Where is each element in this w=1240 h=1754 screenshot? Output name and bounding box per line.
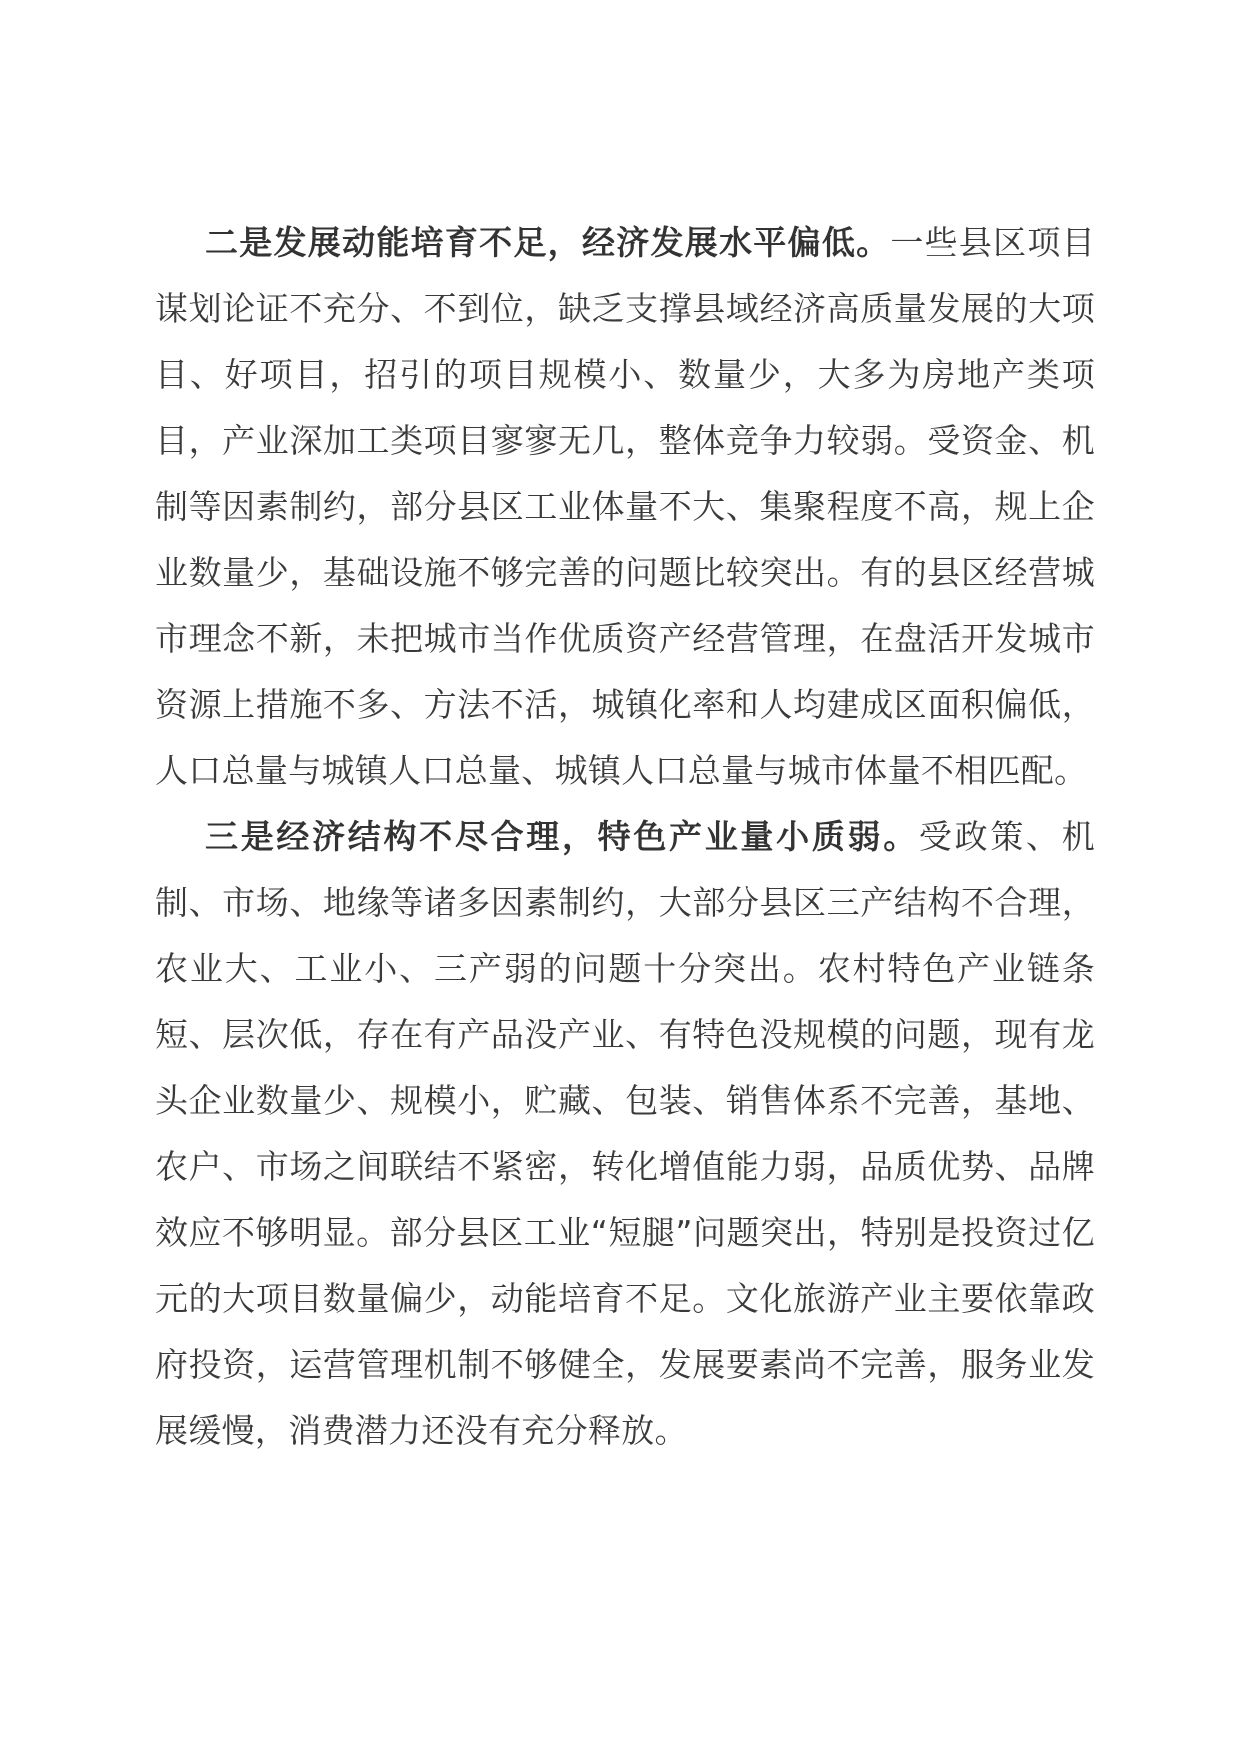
paragraph-body-text: 受政策、机制、市场、地缘等诸多因素制约，大部分县区三产结构不合理，农业大、工业小、三产弱的问题十分突出。农村特色产业链条短、层次低，存在有产品没产业、有特色没规模的问题，现有龙头企业数量少、规模小，贮藏、包装、销售体系不完善，基地、农户、市场之间联结不紧密，转化增值能力弱，品质优势、品牌效应不够明显。部分县区工业“短腿”问题突出，特别是投资过亿元的大项目数量偏少，动能培育不足。文化旅游产业主要依靠政府投资，运营管理机制不够健全，发展要素尚不完善，服务业发展缓慢，消费潜力还没有充分释放。: [155, 817, 1096, 1450]
document-body: [155, 210, 1095, 1464]
paragraph-body-text: 一些县区项目谋划论证不充分、不到位，缺乏支撑县域经济高质量发展的大项目、好项目，招引的项目规模小、数量少，大多为房地产类项目，产业深加工类项目寥寥无几，整体竞争力较弱。受资金、机制等因素制约，部分县区工业体量不大、集聚程度不高，规上企业数量少，基础设施不够完善的问题比较突出。有的县区经营城市理念不新，未把城市当作优质资产经营管理，在盘活开发城市资源上措施不多、方法不活，城镇化率和人均建成区面积偏低，人口总量与城镇人口总量、城镇人口总量与城市体量不相匹配。: [155, 223, 1095, 790]
paragraph-economic-structure: [155, 804, 1095, 1464]
paragraph-lead-heading: 二是发展动能培育不足，经济发展水平偏低。: [205, 223, 891, 262]
paragraph-lead-heading: 三是经济结构不尽合理，特色产业量小质弱。: [205, 817, 919, 856]
paragraph-development-momentum: [155, 210, 1095, 804]
